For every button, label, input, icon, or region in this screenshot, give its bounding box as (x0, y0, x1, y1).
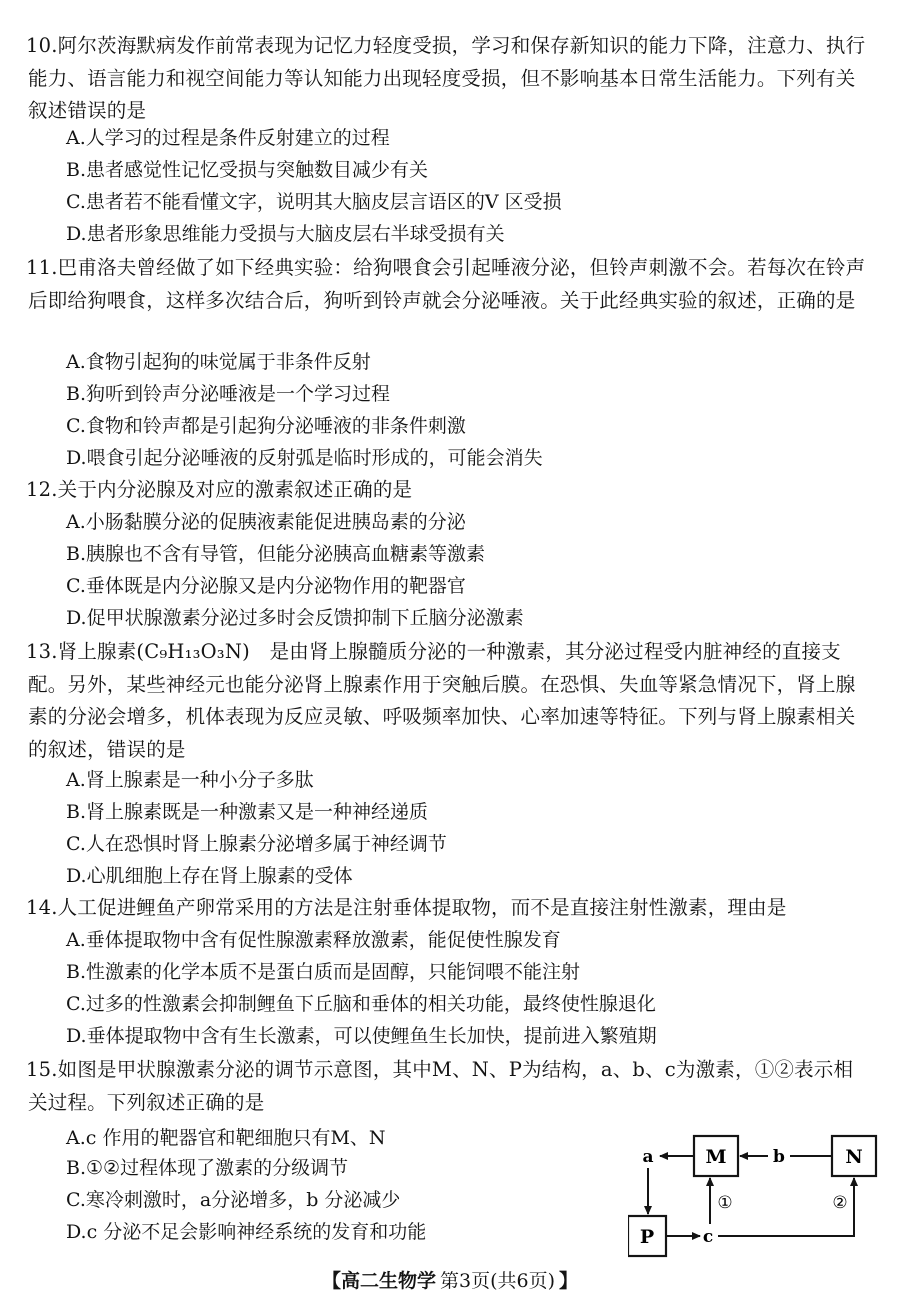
option-12-a[interactable]: A.小肠黏膜分泌的促胰液素能促进胰岛素的分泌 (66, 511, 466, 533)
question-text: 肾上腺素(C₉H₁₃O₃N) 是由肾上腺髓质分泌的一种激素，其分泌过程受内脏神经的直接支配。另外，某些神经元也能分泌肾上腺素作用于突触后膜。在恐惧、失血等紧急情况下，肾上腺素的分泌会增多，机体表现为反应灵敏、呼吸频率加快、心率加速等特征。下列与肾上腺素相关的叙述，错误的是 (28, 640, 856, 761)
option-14-a[interactable]: A.垂体提取物中含有促性腺激素释放激素，能促使性腺发育 (66, 929, 561, 951)
question-12-stem (28, 474, 870, 507)
option-12-b[interactable]: B.胰腺也不含有导管，但能分泌胰高血糖素等激素 (66, 543, 486, 565)
option-12-c[interactable]: C.垂体既是内分泌腺又是内分泌物作用的靶器官 (66, 575, 466, 597)
question-11-stem (28, 252, 870, 317)
hormone-a-label: a (642, 1147, 654, 1167)
option-12-d[interactable]: D.促甲状腺激素分泌过多时会反馈抑制下丘脑分泌激素 (66, 607, 524, 629)
box-p-label: P (639, 1226, 655, 1248)
option-14-d[interactable]: D.垂体提取物中含有生长激素，可以使鲤鱼生长加快，提前进入繁殖期 (66, 1025, 657, 1047)
question-number: 15. (26, 1058, 58, 1081)
option-10-a[interactable]: A.人学习的过程是条件反射建立的过程 (66, 127, 390, 149)
box-m-label: M (705, 1146, 727, 1168)
hormone-c-label: c (702, 1227, 714, 1247)
question-15-stem (28, 1054, 870, 1119)
process-1-label: ① (717, 1193, 733, 1213)
option-13-a[interactable]: A.肾上腺素是一种小分子多肽 (66, 769, 314, 791)
option-15-b[interactable]: B.①②过程体现了激素的分级调节 (66, 1157, 349, 1179)
question-text: 人工促进鲤鱼产卵常采用的方法是注射垂体提取物，而不是直接注射性激素，理由是 (57, 896, 787, 919)
question-number: 11. (26, 256, 58, 279)
option-11-d[interactable]: D.喂食引起分泌唾液的反射弧是临时形成的，可能会消失 (66, 447, 543, 469)
option-15-a[interactable]: A.c 作用的靶器官和靶细胞只有M、N (66, 1127, 386, 1149)
option-10-c[interactable]: C.患者若不能看懂文字，说明其大脑皮层言语区的V 区受损 (66, 191, 562, 213)
option-13-d[interactable]: D.心肌细胞上存在肾上腺素的受体 (66, 865, 353, 887)
option-13-c[interactable]: C.人在恐惧时肾上腺素分泌增多属于神经调节 (66, 833, 447, 855)
option-15-c[interactable]: C.寒冷刺激时，a分泌增多，b 分泌减少 (66, 1189, 401, 1211)
option-13-b[interactable]: B.肾上腺素既是一种激素又是一种神经递质 (66, 801, 429, 823)
process-2-label: ② (832, 1193, 848, 1213)
option-10-b[interactable]: B.患者感觉性记忆受损与突触数目减少有关 (66, 159, 429, 181)
question-number: 14. (26, 896, 58, 919)
question-text: 阿尔茨海默病发作前常表现为记忆力轻度受损，学习和保存新知识的能力下降，注意力、执行能力、语言能力和视空间能力等认知能力出现轻度受损，但不影响基本日常生活能力。下列有关叙述错误的是 (28, 34, 866, 122)
option-11-c[interactable]: C.食物和铃声都是引起狗分泌唾液的非条件刺激 (66, 415, 466, 437)
option-14-c[interactable]: C.过多的性激素会抑制鲤鱼下丘脑和垂体的相关功能，最终使性腺退化 (66, 993, 656, 1015)
option-15-d[interactable]: D.c 分泌不足会影响神经系统的发育和功能 (66, 1221, 427, 1243)
option-14-b[interactable]: B.性激素的化学本质不是蛋白质而是固醇，只能饲喂不能注射 (66, 961, 581, 983)
option-11-a[interactable]: A.食物引起狗的味觉属于非条件反射 (66, 351, 371, 373)
box-n-label: N (845, 1146, 863, 1168)
question-number: 10. (26, 34, 58, 57)
option-11-b[interactable]: B.狗听到铃声分泌唾液是一个学习过程 (66, 383, 391, 405)
footer-page-number: 第3页(共6页) (439, 1270, 555, 1292)
hormone-b-label: b (773, 1147, 785, 1167)
question-text: 关于内分泌腺及对应的激素叙述正确的是 (57, 478, 413, 501)
footer-subject: 【高二生物学 (321, 1270, 436, 1292)
question-13-stem (28, 636, 870, 766)
question-number: 12. (26, 478, 58, 501)
option-10-d[interactable]: D.患者形象思维能力受损与大脑皮层右半球受损有关 (66, 223, 505, 245)
question-text: 如图是甲状腺激素分泌的调节示意图，其中M、N、P为结构，a、b、c为激素，①②表示相关过程。下列叙述正确的是 (28, 1058, 854, 1114)
question-10-stem (28, 30, 870, 128)
page-footer (0, 1266, 900, 1293)
question-14-stem (28, 892, 870, 925)
question-text: 巴甫洛夫曾经做了如下经典实验：给狗喂食会引起唾液分泌，但铃声刺激不会。若每次在铃声后即给狗喂食，这样多次结合后，狗听到铃声就会分泌唾液。关于此经典实验的叙述，正确的是 (28, 256, 866, 312)
footer-bracket-close: 】 (559, 1270, 579, 1292)
question-number: 13. (26, 640, 58, 663)
thyroid-regulation-diagram (628, 1120, 878, 1260)
